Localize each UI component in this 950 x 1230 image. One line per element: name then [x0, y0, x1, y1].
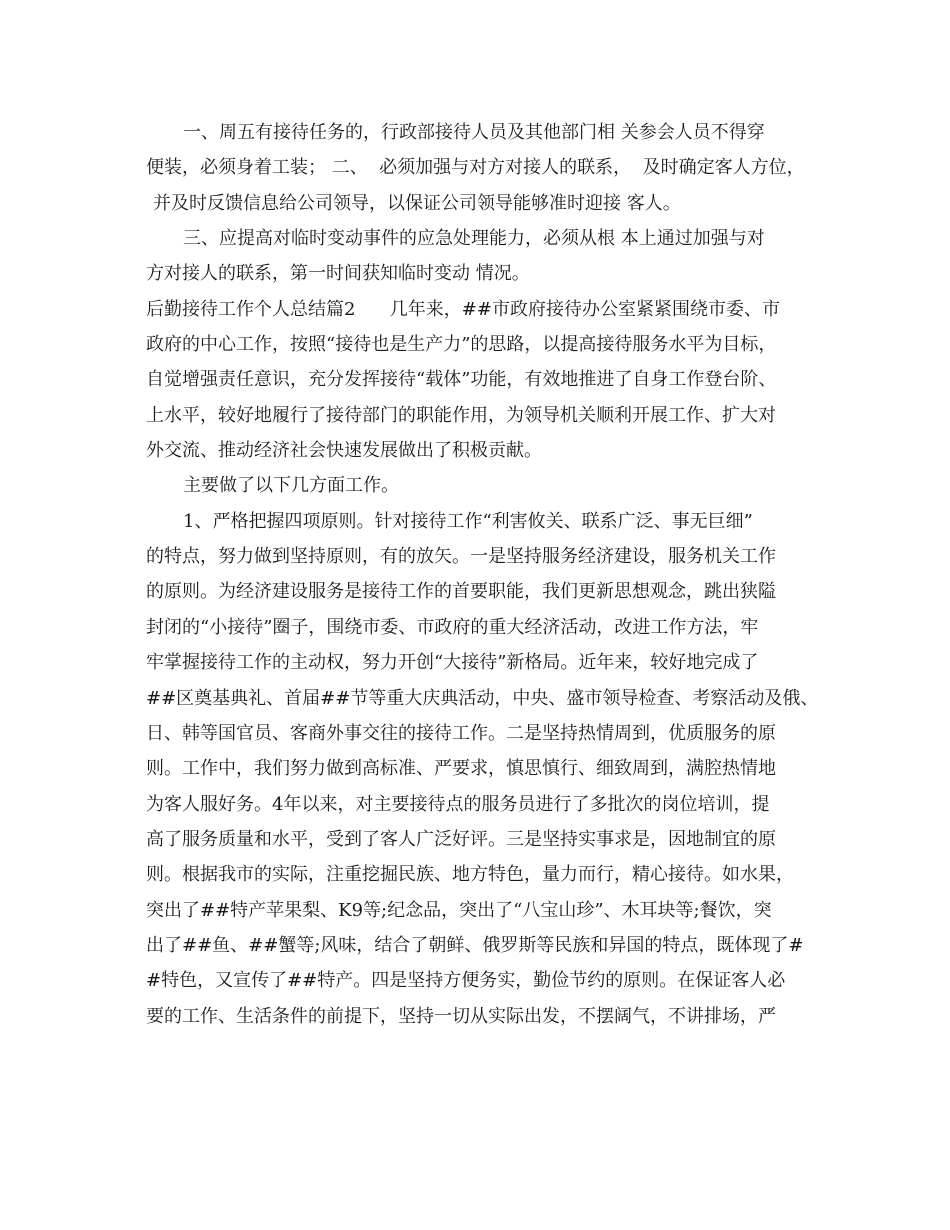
text-line-19: 则。工作中，我们努力做到高标准、严要求，慎思慎行、细致周到，满腔热情地 — [146, 758, 776, 779]
text-line-22: 则。根据我市的实际，注重挖掘民族、地方特色，量力而行，精心接待。如水果， — [146, 864, 794, 885]
text-line-3: 并及时反馈信息给公司领导，以保证公司领导能够准时迎接 客人。 — [153, 193, 681, 214]
text-line-2: 便装，必须身着工装； 二、 必须加强与对方对接人的联系， 及时确定客人方位， — [146, 157, 805, 178]
text-line-10: 外交流、推动经济社会快速发展做出了积极贡献。 — [146, 440, 542, 461]
text-line-26: 要的工作、生活条件的前提下，坚持一切从实际出发，不摆阔气，不讲排场，严 — [146, 1006, 776, 1027]
text-line-6: 后勤接待工作个人总结篇2 几年来，##市政府接待办公室紧紧围绕市委、市 — [146, 299, 780, 320]
text-line-21: 高了服务质量和水平，受到了客人广泛好评。三是坚持实事求是，因地制宜的原 — [146, 829, 776, 850]
text-line-11: 主要做了以下几方面工作。 — [183, 475, 399, 496]
text-line-7: 政府的中心工作，按照“接待也是生产力”的思路，以提高接待服务水平为目标， — [146, 334, 777, 355]
text-line-8: 自觉增强责任意识，充分发挥接待“载体”功能，有效地推进了自身工作登台阶、 — [146, 369, 777, 390]
text-line-9: 上水平，较好地履行了接待部门的职能作用，为领导机关顺利开展工作、扩大对 — [146, 405, 776, 426]
text-line-20: 为客人服好务。4年以来，对主要接待点的服务员进行了多批次的岗位培训，提 — [146, 794, 770, 815]
text-line-17: ##区奠基典礼、首届##节等重大庆典活动，中央、盛市领导检查、考察活动及俄、 — [146, 688, 819, 709]
text-line-12: 1、严格把握四项原则。针对接待工作“利害攸关、联系广泛、事无巨细” — [183, 511, 753, 532]
text-line-24: 出了##鱼、##蟹等;风味，结合了朝鲜、俄罗斯等民族和异国的特点，既体现了# — [146, 935, 804, 956]
text-line-15: 封闭的“小接待”圈子，围绕市委、市政府的重大经济活动，改进工作方法，牢 — [146, 617, 759, 638]
text-line-18: 日、韩等国官员、客商外事交往的接待工作。二是坚持热情周到，优质服务的原 — [146, 723, 776, 744]
text-line-4: 三、应提高对临时变动事件的应急处理能力，必须从根 本上通过加强与对 — [183, 228, 765, 249]
text-line-14: 的原则。为经济建设服务是接待工作的首要职能，我们更新思想观念，跳出狭隘 — [146, 581, 776, 602]
text-line-5: 方对接人的联系，第一时间获知临时变动 情况。 — [146, 263, 530, 284]
text-line-13: 的特点，努力做到坚持原则，有的放矢。一是坚持服务经济建设，服务机关工作 — [146, 546, 776, 567]
text-line-25: #特色，又宣传了##特产。四是坚持方便务实，勤俭节约的原则。在保证客人必 — [146, 970, 786, 991]
text-line-1: 一、周五有接待任务的，行政部接待人员及其他部门相 关参会人员不得穿 — [183, 122, 765, 143]
text-line-23: 突出了##特产苹果梨、K9等;纪念品，突出了“八宝山珍”、木耳块等;餐饮，突 — [146, 900, 772, 921]
text-line-16: 牢掌握接待工作的主动权，努力开创“大接待”新格局。近年来，较好地完成了 — [146, 652, 759, 673]
